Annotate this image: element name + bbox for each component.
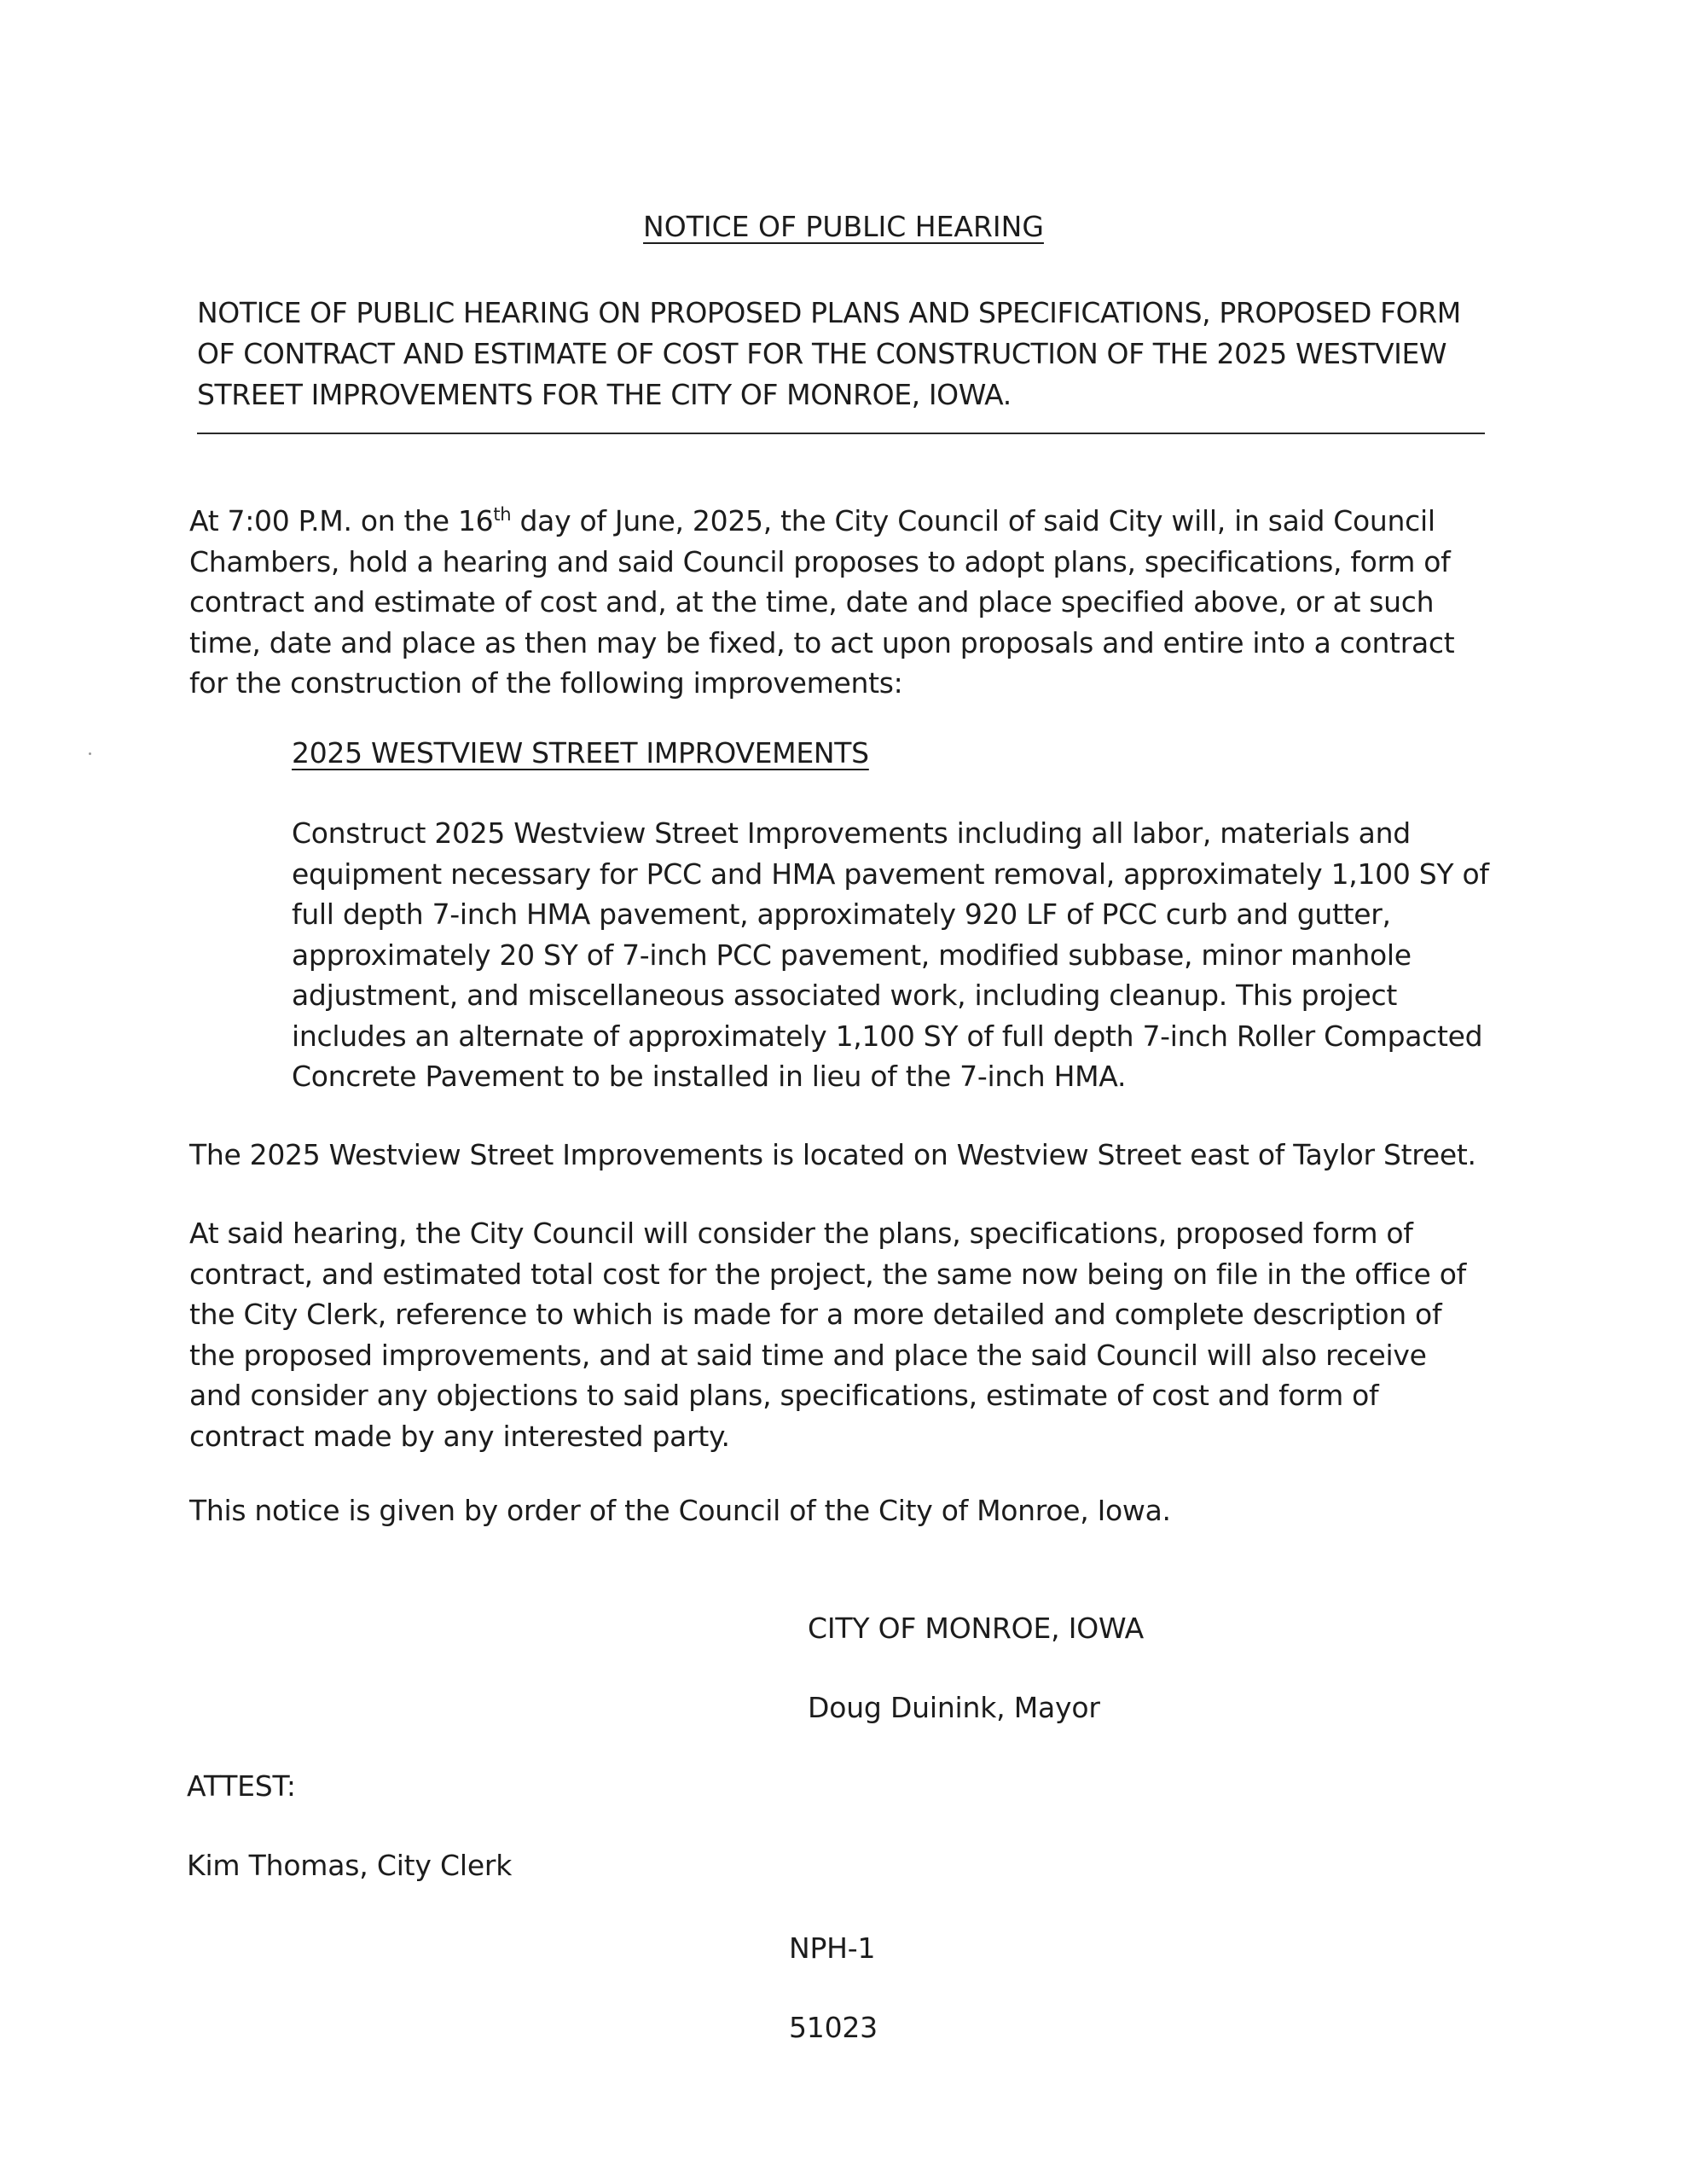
scan-speck [89,752,91,755]
document-number: 51023 [789,2011,878,2044]
project-description: Construct 2025 Westview Street Improvements including all labor, materials and equipment necessary for PCC and HMA pavement removal, approximately 1,100 SY of full depth 7-inch HMA pavement, approximately 920 LF of PCC curb and gutter, approximately 20 SY of 7-inch PCC pavement, modified subbase, minor manhole adjustment, and miscellaneous associated work, including cleanup. This project includes an alternate of approximately 1,100 SY of full depth 7-inch Roller Compacted Concrete Pavement to be installed in lieu of the 7-inch HMA. [292,816,1489,1093]
ordinal-suffix: th [493,504,512,525]
location-paragraph: The 2025 Westview Street Improvements is located on Westview Street east of Taylor Street. [189,1138,1476,1171]
project-title: 2025 WESTVIEW STREET IMPROVEMENTS [292,736,869,770]
hearing-paragraph: At said hearing, the City Council will consider the plans, specifications, proposed form of contract, and estimated total cost for the project, the same now being on file in the office of the City Clerk, reference to which is made for a more detailed and complete description of the proposed improvements, and at said time and place the said Council will also receive and consider any objections to said plans, specifications, estimate of cost and form of contract made by any interested party. [189,1217,1466,1453]
signature-clerk: Kim Thomas, City Clerk [187,1849,513,1882]
form-code: NPH-1 [789,1931,876,1965]
heading-divider [197,433,1485,434]
intro-text-start: At 7:00 P.M. on the 16 [189,504,494,537]
order-paragraph: This notice is given by order of the Council of the City of Monroe, Iowa. [189,1494,1171,1527]
notice-heading: NOTICE OF PUBLIC HEARING ON PROPOSED PLANS AND SPECIFICATIONS, PROPOSED FORM OF CONTRACT AND ESTIMATE OF COST FOR THE CONSTRUCTION OF THE 2025 WESTVIEW STREET IMPROVEMENTS FOR THE CITY OF MONROE, IOWA. [197,296,1461,411]
attest-label: ATTEST: [187,1769,296,1803]
intro-text-end: day of June, 2025, the City Council of said City will, in said Council Chambers, hold a hearing and said Council proposes to adopt plans, specifications, form of contract and estimate of cost and, at the time, date and place specified above, or at such time, date and place as then may be fixed, to act upon proposals and entire into a contract for the construction of the following improvements: [189,504,1455,700]
intro-paragraph [189,495,1486,704]
signature-mayor: Doug Duinink, Mayor [808,1691,1100,1724]
signature-city: CITY OF MONROE, IOWA [808,1612,1144,1645]
notice-title: NOTICE OF PUBLIC HEARING [643,210,1044,243]
